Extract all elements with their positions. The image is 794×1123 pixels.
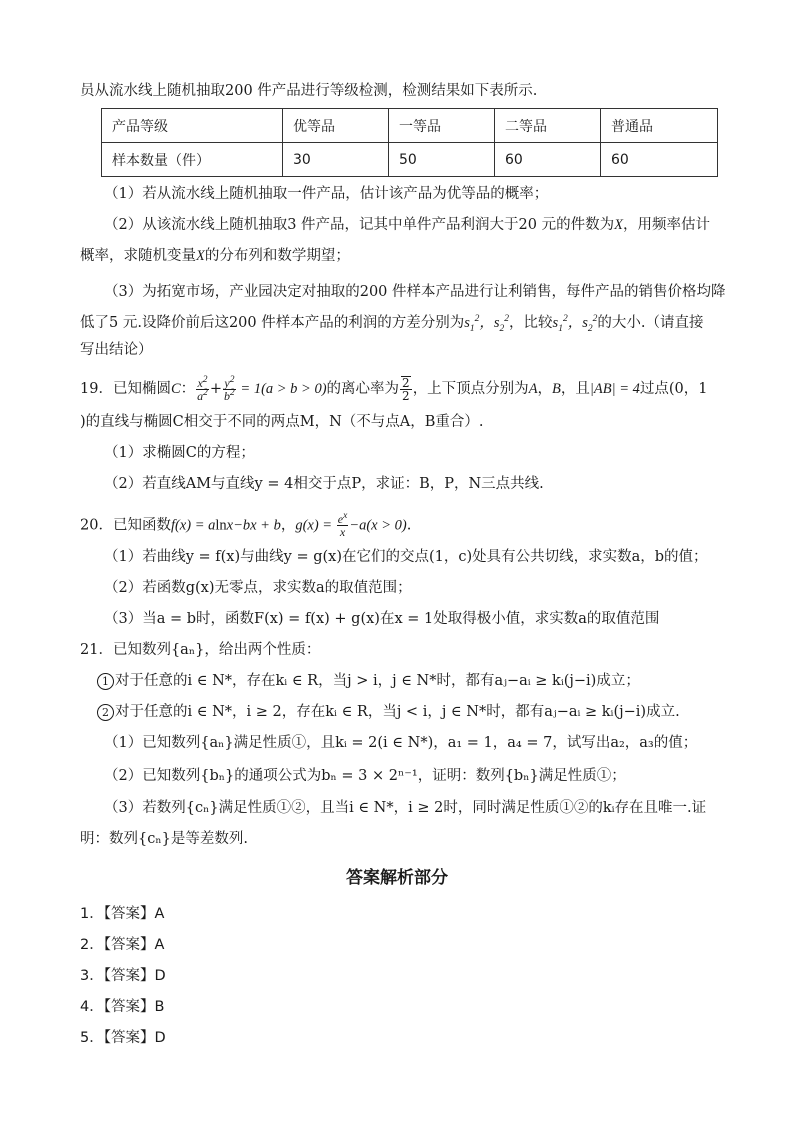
q20-stem: 20．已知函数f(x) = alnx−bx + b，g(x) = $\frac{e^x}{x}$ −a(x > 0). [80,511,412,539]
answer-item: 1．【答案】A [80,906,165,922]
circled-two-icon: 2 [97,704,114,721]
table-cell: 30 [283,143,389,177]
table-row-label: 样本数量（件） [102,143,283,177]
table-cell: 50 [389,143,495,177]
table-row [102,109,718,143]
q18-part3-line2: 低了5 元.设降价前后这200 件样本产品的利润的方差分别为$s_1^2$，$s_2^2$，比较$s_1^2$，$s_2^2$的大小.（请直接 [80,314,704,334]
q18-part2-line1: （2）从该流水线上随机抽取3 件产品，记其中单件产品利润大于20 元的件数为X，用频率估计 [104,217,710,233]
circled-one-icon: 1 [97,673,114,690]
answer-item: 4．【答案】B [80,999,165,1015]
q18-part3-line1: （3）为拓宽市场，产业园决定对抽取的200 件样本产品进行让利销售，每件产品的销售价格均降 [104,284,726,300]
q21-property1: 1 对于任意的i ∈ N*，存在kᵢ ∈ R，当j > i，j ∈ N*时，都有aⱼ−aᵢ ≥ kᵢ(j−i)成立； [96,671,640,691]
q20-part2: （2）若函数g(x)无零点，求实数a的取值范围； [104,580,412,596]
table-row [102,143,718,177]
q21-part3-line2: 明：数列{cₙ}是等差数列. [80,831,248,847]
q21-property2: 2 对于任意的i ∈ N*，i ≥ 2，存在kᵢ ∈ R，当j < i，j ∈ N*时，都有aⱼ−aᵢ ≥ kᵢ(j−i)成立. [96,702,680,722]
answer-section-title: 答案解析部分 [346,868,448,888]
table-cell: 60 [495,143,601,177]
answer-item: 2．【答案】A [80,937,165,953]
table-header-cell: 产品等级 [102,109,283,143]
table-header-cell: 二等品 [495,109,601,143]
q19-part1: （1）求椭圆C的方程； [104,445,255,461]
q21-stem: 21．已知数列{aₙ}，给出两个性质： [80,642,321,658]
answer-item: 5．【答案】D [80,1030,166,1046]
table-header-cell: 普通品 [601,109,718,143]
q20-part1: （1）若曲线y = f(x)与曲线y = g(x)在它们的交点(1，c)处具有公共切线，求实数a，b的值； [104,549,708,565]
q18-part2-line2: 概率，求随机变量X的分布列和数学期望； [80,248,350,264]
q21-part2: （2）已知数列{bₙ}的通项公式为bₙ = 3 × 2ⁿ⁻¹，证明：数列{bₙ}满足性质①； [104,768,626,784]
intro-text: 员从流水线上随机抽取200 件产品进行等级检测，检测结果如下表所示. [80,83,538,99]
q18-part1: （1）若从流水线上随机抽取一件产品，估计该产品为优等品的概率； [104,186,549,202]
q19-stem-line2: )的直线与椭圆C相交于不同的两点M，N（不与点A，B重合）. [80,414,484,430]
q19-part2: （2）若直线AM与直线y = 4相交于点P，求证：B，P，N三点共线. [104,476,544,492]
table-header-cell: 一等品 [389,109,495,143]
q21-part1: （1）已知数列{aₙ}满足性质①，且kᵢ = 2(i ∈ N*)，a₁ = 1，a₄ = 7，试写出a₂，a₃的值； [104,735,698,751]
q21-part3-line1: （3）若数列{cₙ}满足性质①②，且当i ∈ N*，i ≥ 2时，同时满足性质①②的kᵢ存在且唯一.证 [104,800,707,816]
answer-item: 3．【答案】D [80,968,166,984]
table-header-cell: 优等品 [283,109,389,143]
q19-stem-line1: 19．已知椭圆C： $\frac{x^2}{a^2}$ + $\frac{y^2}{b^2}$ = 1(a > b > 0)的离心率为 $\frac{2}{2}$ ，上下顶点分别为A，B，且|AB| = 4过点(0，1 [80,374,708,403]
q20-part3: （3）当a = b时，函数F(x) = f(x) + g(x)在x = 1处取得极小值，求实数a的取值范围 [104,611,660,627]
grade-table [101,108,718,177]
q18-part3-line3: 写出结论） [80,342,153,358]
table-cell: 60 [601,143,718,177]
